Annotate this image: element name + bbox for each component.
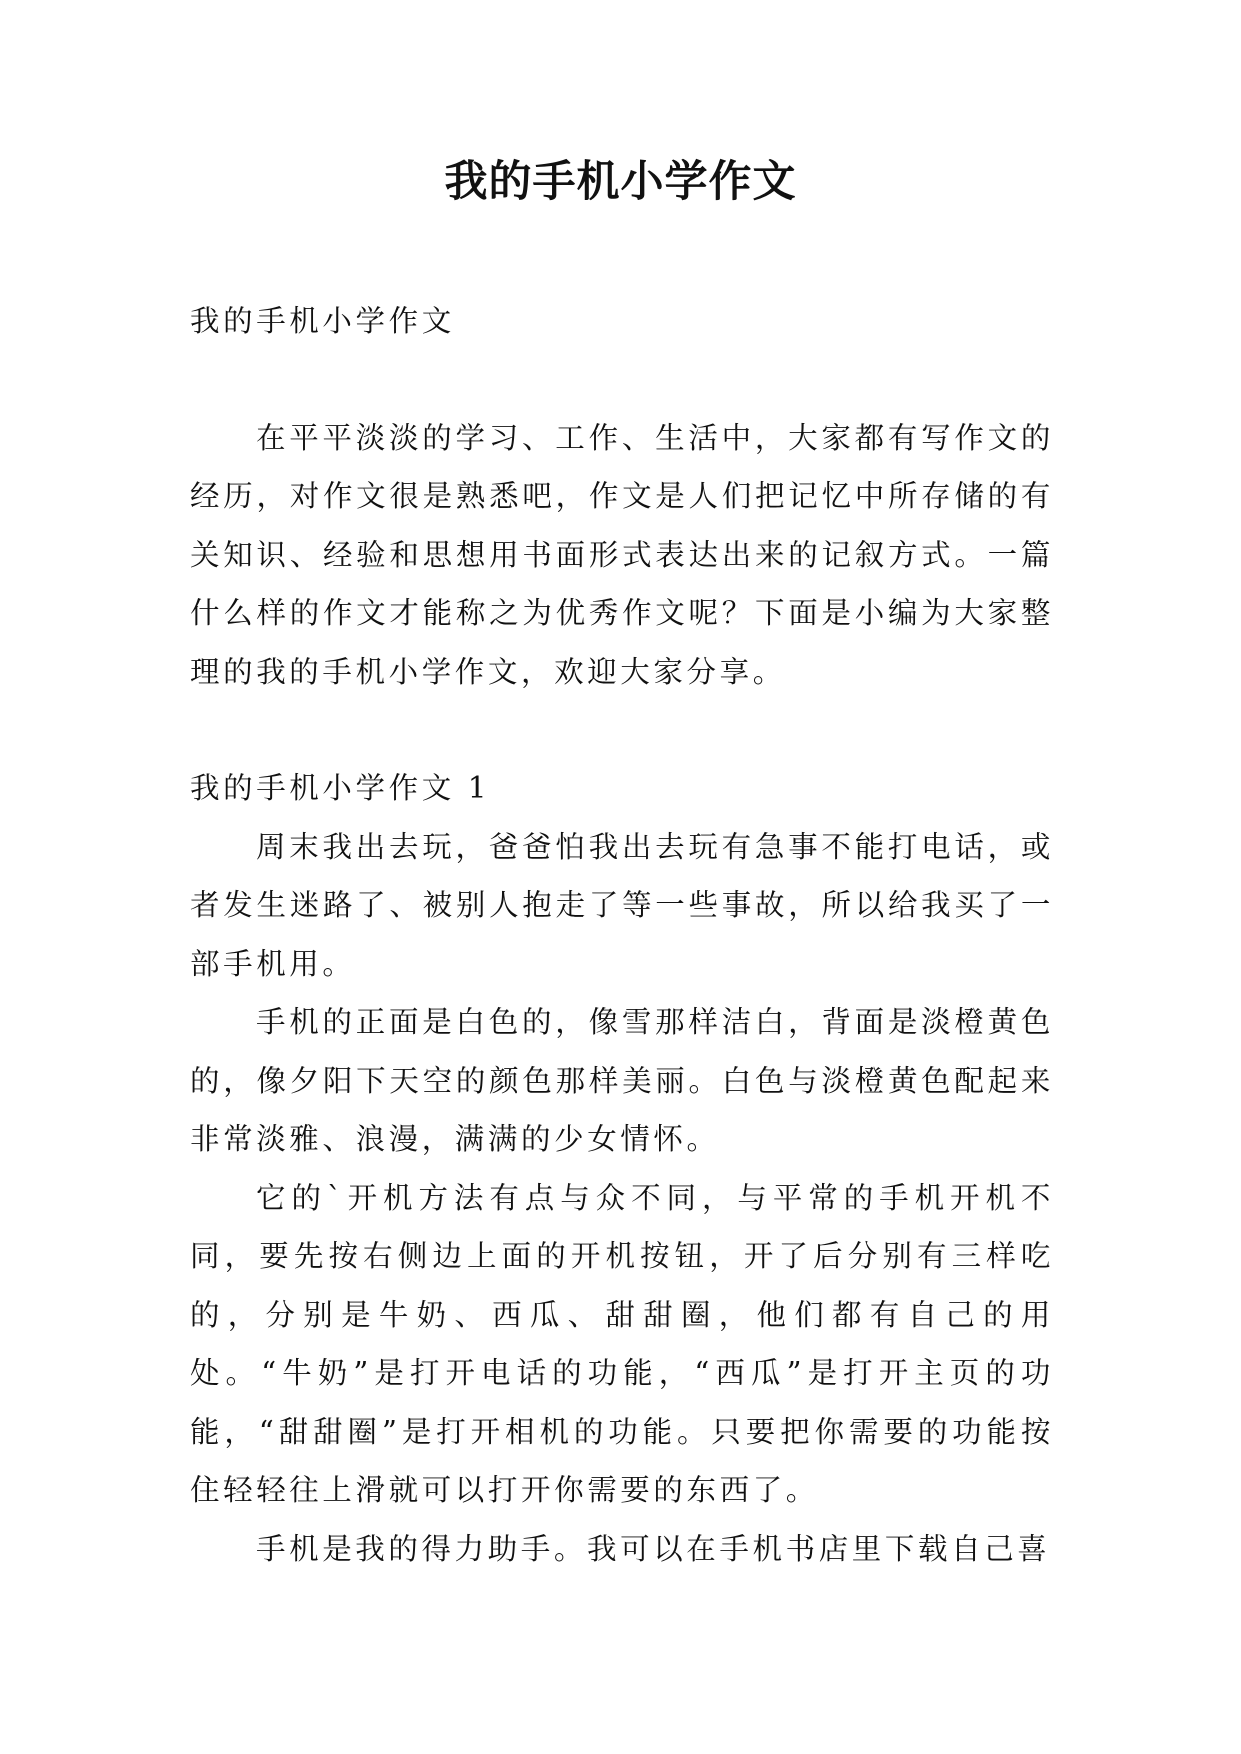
body-paragraph-4: 手机是我的得力助手。我可以在手机书店里下载自己喜	[256, 1531, 1051, 1566]
intro-paragraph: 在平平淡淡的学习、工作、生活中，大家都有写作文的经历，对作文很是熟悉吧，作文是人们把记忆中所存储的有关知识、经验和思想用书面形式表达出来的记叙方式。一篇什么样的作文才能称之为优秀作文呢？下面是小编为大家整理的我的手机小学作文，欢迎大家分享。	[190, 420, 1054, 689]
document-body	[190, 292, 1054, 1578]
body-paragraph-2: 手机的正面是白色的，像雪那样洁白，背面是淡橙黄色的，像夕阳下天空的颜色那样美丽。白色与淡橙黄色配起来非常淡雅、浪漫，满满的少女情怀。	[190, 1005, 1054, 1156]
document-title: 我的手机小学作文	[444, 157, 797, 207]
section-heading: 我的手机小学作文 1	[190, 771, 491, 805]
body-paragraph-1: 周末我出去玩，爸爸怕我出去玩有急事不能打电话，或者发生迷路了、被别人抱走了等一些事故，所以给我买了一部手机用。	[190, 829, 1054, 981]
body-paragraph-3: 它的`开机方法有点与众不同，与平常的手机开机不同，要先按右侧边上面的开机按钮，开了后分别有三样吃的，分别是牛奶、西瓜、甜甜圈，他们都有自己的用处。“牛奶”是打开电话的功能，“西瓜”是打开主页的功能，“甜甜圈”是打开相机的功能。只要把你需要的功能按住轻轻往上滑就可以打开你需要的东西了。	[190, 1180, 1054, 1507]
document-subtitle: 我的手机小学作文	[190, 304, 455, 338]
